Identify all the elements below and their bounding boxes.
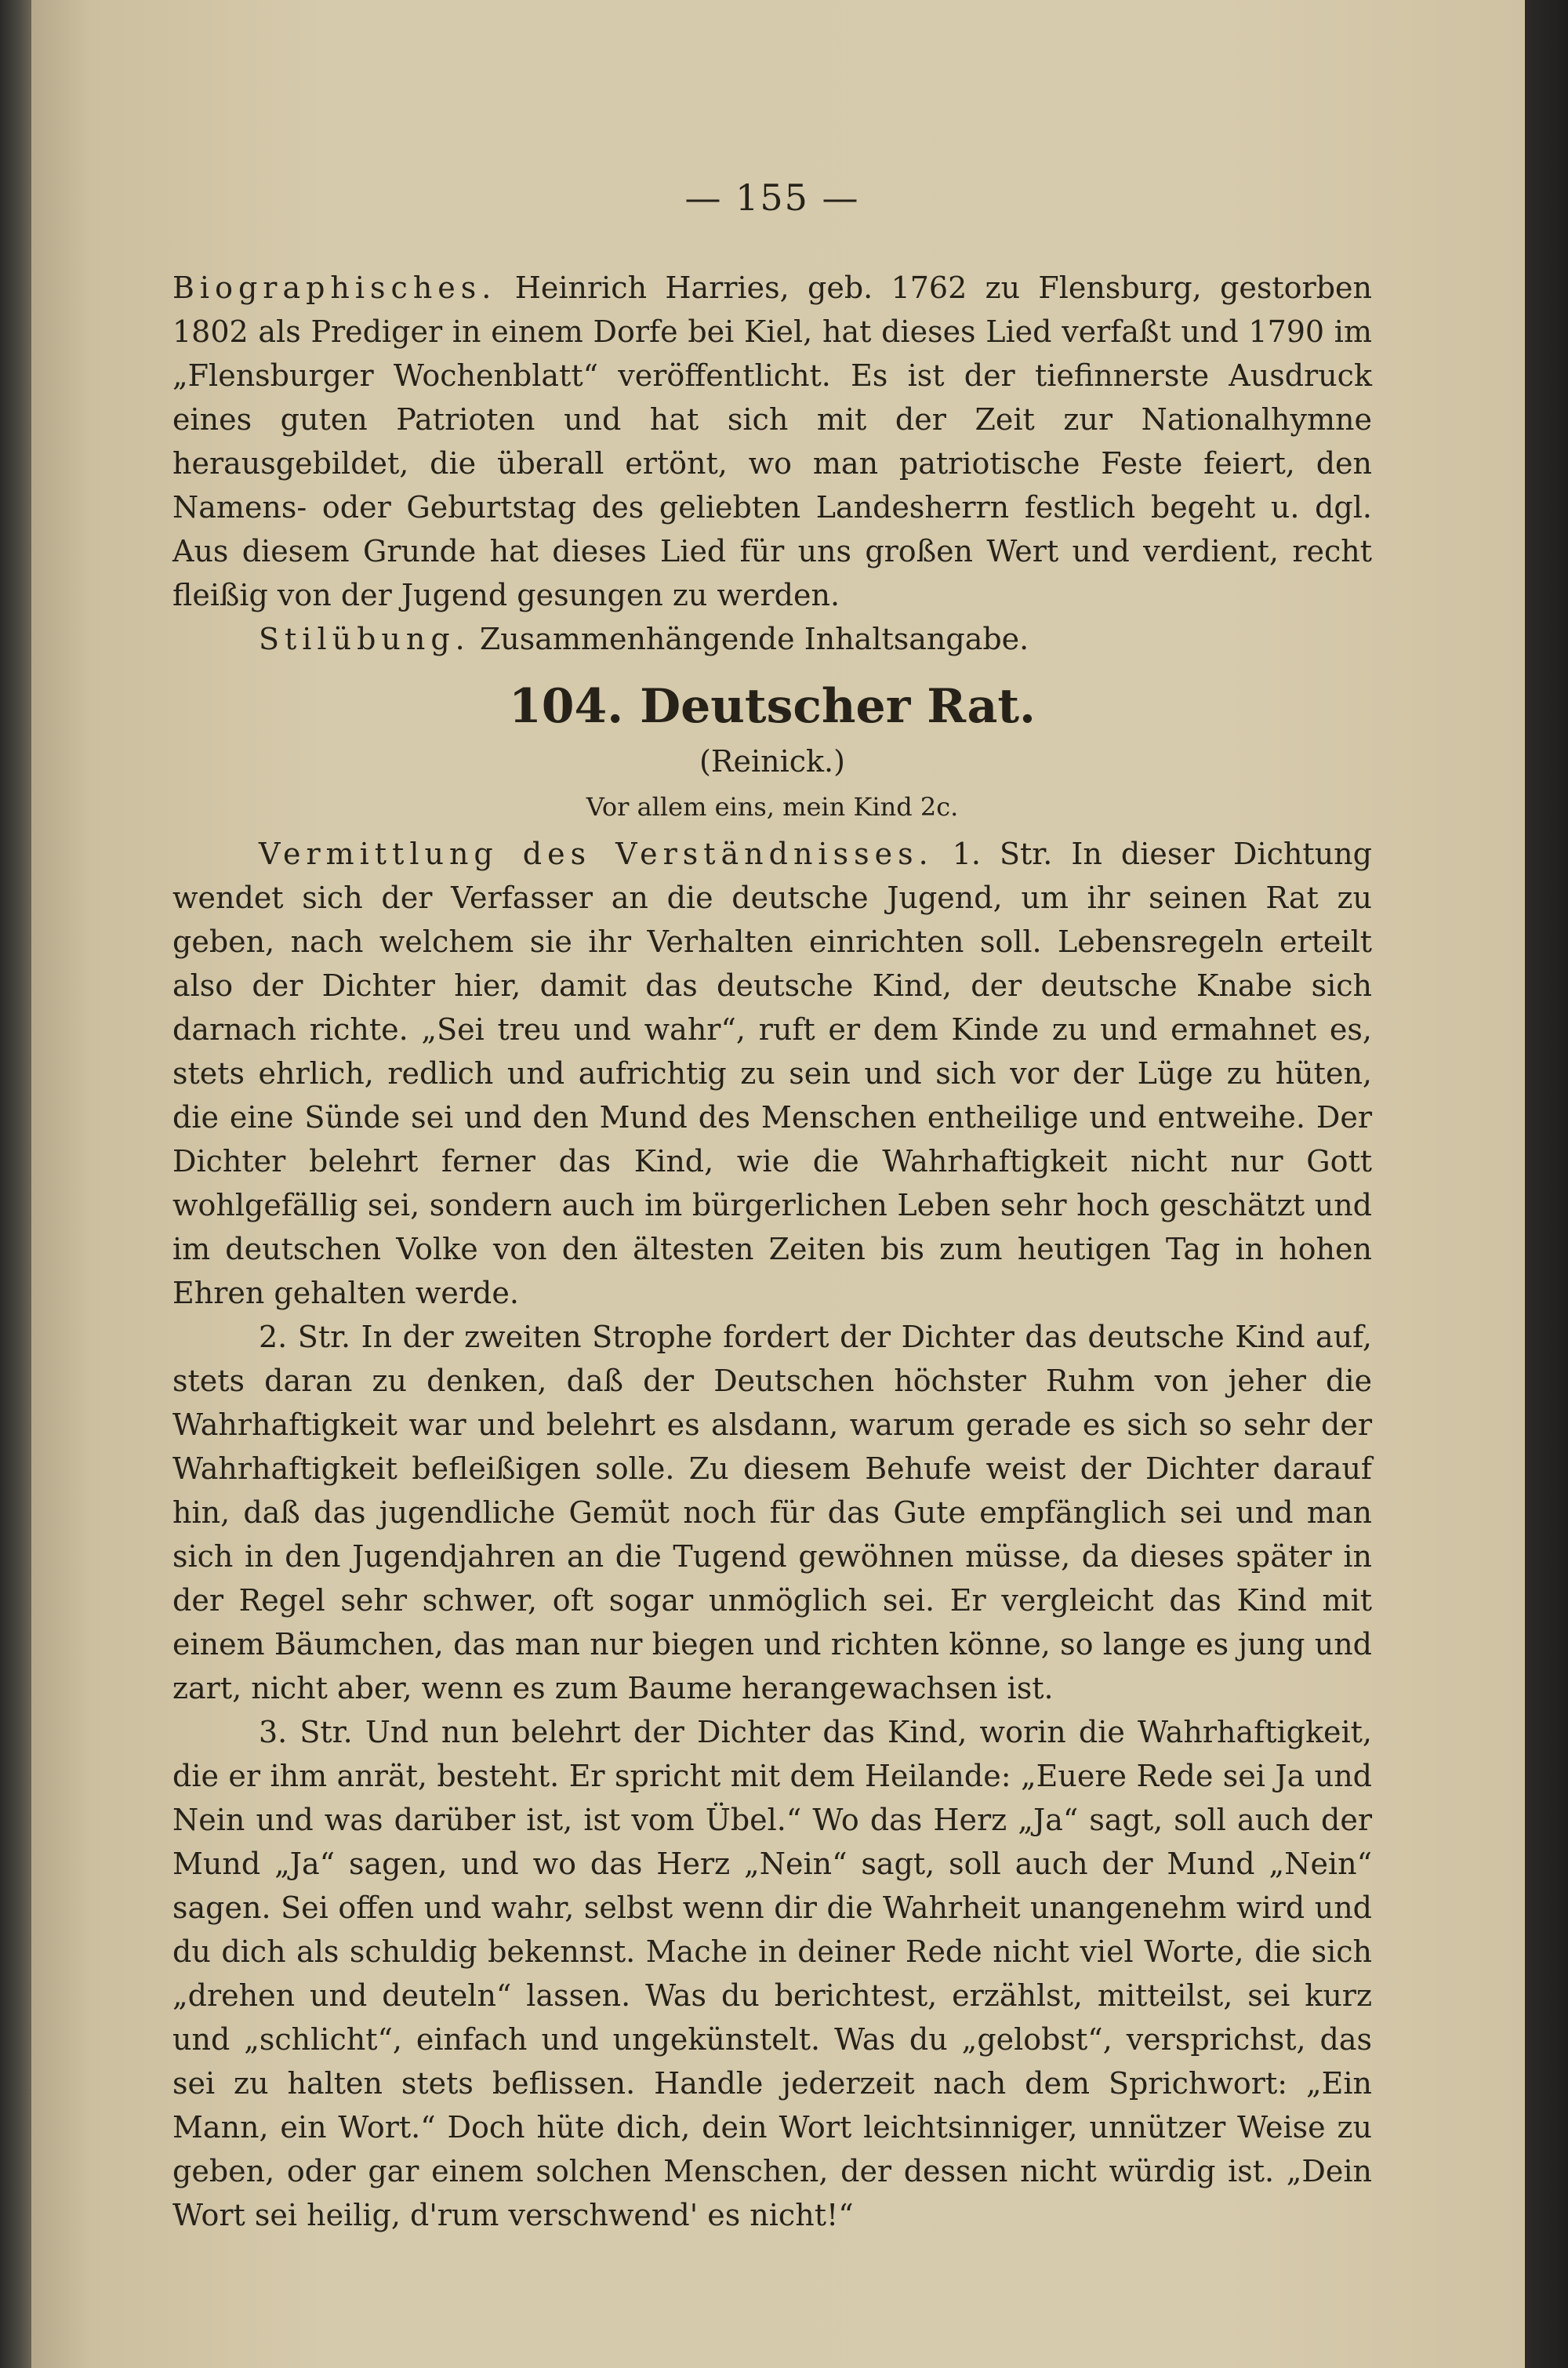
exercise-paragraph [172, 617, 1372, 661]
book-spine-edge [0, 0, 31, 2368]
mediation-label: Vermittlung des Verständnisses. [259, 837, 934, 871]
poem-author: (Reinick.) [699, 744, 845, 779]
stanza2-paragraph [172, 1315, 1372, 1710]
stanza3-label: 3. Str. [259, 1715, 353, 1749]
stanza1-text: In dieser Dichtung wendet sich der Verfasser an die deutsche Jugend, um ihr seinen Rat zu geben, nach welchem sie ihr Verhalten einrichten soll. Lebensregeln erteilt also der Dichter hier, damit das deutsche Kind, der deutsche Knabe sich darnach richte. „Sei treu und wahr“, ruft er dem Kinde zu und ermahnet es, stets ehrlich, redlich und aufrichtig zu sein und sich vor der Lüge zu hüten, die eine Sünde sei und den Mund des Menschen entheilige und entweihe. Der Dichter belehrt ferner das Kind, wie die Wahrhaftigkeit nicht nur Gott wohlgefällig sei, sondern auch im bürgerlichen Leben sehr hoch geschätzt und im deutschen Volke von den ältesten Zeiten bis zum heutigen Tag in hohen Ehren gehalten werde. [172, 837, 1372, 1310]
stanza1-label: 1. Str. [952, 837, 1053, 871]
stanza1-paragraph [172, 832, 1372, 1315]
stanza2-text: In der zweiten Strophe fordert der Dichter das deutsche Kind auf, stets daran zu denken, daß der Deutschen höchster Ruhm von jeher die Wahrhaftigkeit war und belehrt es alsdann, warum gerade es sich so sehr der Wahrhaftigkeit befleißigen solle. Zu diesem Behufe weist der Dichter darauf hin, daß das jugendliche Gemüt noch für das Gute empfänglich sei und man sich in den Jugendjahren an die Tugend gewöhnen müsse, da dieses später in der Regel sehr schwer, oft sogar unmöglich sei. Er vergleicht das Kind mit einem Bäumchen, das man nur biegen und richten könne, so lange es jung und zart, nicht aber, wenn es zum Baume herangewachsen ist. [172, 1320, 1372, 1705]
page-number: — 155 — [684, 176, 860, 219]
stanza3-text: Und nun belehrt der Dichter das Kind, worin die Wahrhaftigkeit, die er ihm anrät, besteht. Er spricht mit dem Heilande: „Euere Rede sei Ja und Nein und was darüber ist, ist vom Übel.“ Wo das Herz „Ja“ sagt, soll auch der Mund „Ja“ sagen, und wo das Herz „Nein“ sagt, soll auch der Mund „Nein“ sagen. Sei offen und wahr, selbst wenn dir die Wahrheit unangenehm wird und du dich als schuldig bekennst. Mache in deiner Rede nicht viel Worte, die sich „drehen und deuteln“ lassen. Was du berichtest, erzählst, mitteilst, sei kurz und „schlicht“, einfach und ungekünstelt. Was du „gelobst“, versprichst, das sei zu halten stets beflissen. Handle jederzeit nach dem Sprichwort: „Ein Mann, ein Wort.“ Doch hüte dich, dein Wort leichtsinniger, unnützer Weise zu geben, oder gar einem solchen Menschen, der dessen nicht würdig ist. „Dein Wort sei heilig, d'rum verschwend' es nicht!“ [172, 1715, 1372, 2232]
exercise-label: Stilübung. [259, 622, 470, 656]
biography-text: Heinrich Harries, geb. 1762 zu Flensburg, gestorben 1802 als Prediger in einem Dorfe bei Kiel, hat dieses Lied verfaßt und 1790 im „Flensburger Wochenblatt“ veröffentlicht. Es ist der tiefinnerste Ausdruck eines guten Patrioten und hat sich mit der Zeit zur Nationalhymne herausgebildet, die überall ertönt, wo man patriotische Feste feiert, den Namens- oder Geburtstag des geliebten Landesherrn festlich begeht u. dgl. Aus diesem Grunde hat dieses Lied für uns großen Wert und verdient, recht fleißig von der Jugend gesungen zu werden. [172, 271, 1372, 612]
stanza2-label: 2. Str. [259, 1320, 351, 1354]
poem-title: 104. Deutscher Rat. [509, 679, 1036, 734]
page-text-block [172, 176, 1372, 2237]
stanza3-paragraph [172, 1710, 1372, 2237]
biography-label: Biographisches. [172, 271, 497, 305]
exercise-text: Zusammenhängende Inhaltsangabe. [479, 622, 1029, 656]
biography-paragraph [172, 266, 1372, 617]
page-right-edge [1525, 0, 1568, 2368]
poem-first-line: Vor allem eins, mein Kind 2c. [586, 792, 959, 822]
